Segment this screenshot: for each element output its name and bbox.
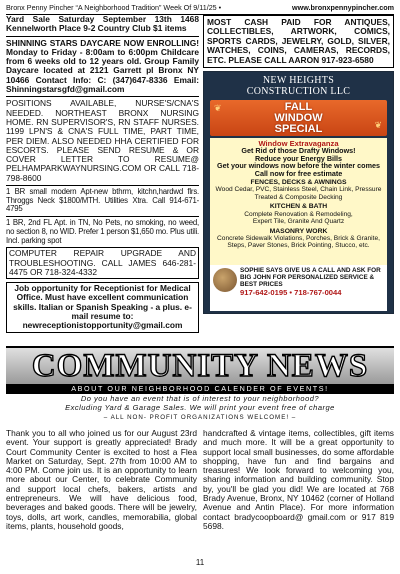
computer-repair-ad: COMPUTER REPAIR UPGRADE AND TROUBLESHOOTING. CALL JAMES 646-281-4475 OR 718-324-4332: [6, 247, 199, 279]
community-news-column-2: handcrafted & vintage items, collectibles, gift items and much more. It will be a great opportunity to support local small businesses, do some affordable shopping, have fun and find bargains and treasures! We look forward to welcoming you, sharing information and building community. Stop by, you'll be glad you did! We are located at 768 Brady Avenue, Bronx, NY 10462 (corner of Holland Avenue and Antin Place). For more information contact bradycoopboard@ gmail.com or 917 819 5698.: [203, 428, 394, 531]
community-news-body: [6, 429, 394, 531]
new-heights-construction-ad: [203, 71, 394, 314]
header-website-link[interactable]: www.bronxpennypincher.com: [292, 3, 394, 12]
event-invite-line-1: Do you have an event that is of interest to your neighborhood?: [80, 394, 320, 403]
nonprofit-note: – ALL NON- PROFIT ORGANIZATIONS WELCOME! –: [103, 413, 297, 421]
community-news-subtitle: ABOUT OUR NEIGHBORHOOD CALENDER OF EVENTS!: [6, 384, 394, 394]
leaf-icon: ❦: [214, 103, 222, 114]
fall-window-special-banner: ❦ ❦ FALL WINDOW SPECIAL: [210, 100, 387, 136]
apartment-ad-1: 1 BR small modern Apt-new bthrm, kitchn,hardwd flrs. Throggs Neck $1800/MTH. Utilities Xtra. Call 914-671-4795: [6, 187, 199, 214]
nh-website[interactable]: NewHeightsConstructionLLC.com: [245, 301, 352, 309]
community-news-title: COMMUNITY NEWS: [6, 346, 394, 384]
header-left: Bronx Penny Pincher “A Neighborhood Tradition” Week Of 9/11/25 •: [6, 3, 222, 12]
yard-sale-ad: Yard Sale Saturday September 13th 1468 Kennelworth Place 9-2 Country Club $1 items: [6, 14, 199, 34]
classifieds-left-column: [6, 15, 199, 333]
nursing-positions-ad: POSITIONS AVAILABLE, NURSE'S/CNA'S NEEDED. NORTHEAST BRONX NURSING HOME. RN SUPERVISOR'S, RN STAFF NURSES. 1199 LPN'S & CNA'S FULL TIME, PART TIME, PER DIEM. ALSO NEEDED HHA CERTIFIED FOR ESCORTS. PLEASE SEND RESUME & OR COVER LETTER TO RESUME@ PELHAMPARKWAYNURSING.COM OR CALL 718-798-8600: [6, 98, 199, 183]
nh-phone-numbers[interactable]: 917-642-0195 • 718-767-0044: [240, 287, 342, 297]
community-news-header: [6, 346, 394, 426]
leaf-icon: ❦: [374, 120, 382, 131]
cash-paid-ad: MOST CASH PAID FOR ANTIQUES, COLLECTIBLES, ARTWORK, COMICS, SPORTS CARDS, JEWELRY, GOLD, SILVER, WATCHES, COINS, CAMERAS, RECORDS, ETC. PLEASE CALL AARON 917-923-6580: [203, 15, 394, 68]
nh-contact: SOPHIE SAYS GIVE US A CALL AND ASK FOR BIG JOHN FOR PERSONALIZED SERVICE & BEST PRICES 917-642-0195 • 718-767-0044: [210, 265, 387, 311]
dog-photo: [213, 268, 237, 292]
daycare-ad: SHINNING STARS DAYCARE NOW ENROLLING! Monday to Friday - 8:00am to 6:00pm Childcare from 6 weeks old to 12 years old. Group Family Daycare located at 2121 Garrett pl Bronx NY 10466 Contact Info: C: (347)647-8336 Email: Shinningstarsgfd@gmail.com: [6, 37, 199, 95]
page-number: 11: [195, 558, 205, 567]
receptionist-job-ad: Job opportunity for Receptionist for Medical Office. Must have excellent communication skills. Italian or Spanish Speaking - a plus. e-mail resume to: newreceptionistopportunity@gmail.com: [6, 282, 199, 332]
apartment-ad-2: 1 BR, 2nd FL Apt. in TN, No Pets, no smoking, no weed, no section 8, no WID. Prefer 1 person $1,650 mo. Plus utili. Incl. parking spot: [6, 218, 199, 245]
right-column: [203, 15, 394, 314]
nh-title: NEW HEIGHTS CONSTRUCTION LLC: [246, 75, 351, 98]
event-invite-line-2: Excluding Yard & Garage Sales. We will print your event free of charge: [65, 403, 335, 413]
community-news-column-1: Thank you to all who joined us for our August 23rd event. Your support is greatly appreciated! Brady Court Community Center is excited to host a Flea Market on Saturday, Sept. 27th from 10:00 AM to 4:00 PM. Come join us. It is an opportunity to learn more about our Center, to celebrate Community and support local chefs, bakers, artists and entrepreneurs. We will have delicious food, beverages and baked goods. There will be jewelry, toys, dolls, art work, candles, memorabilia, global items, plants, household goods,: [6, 428, 197, 531]
nh-services: Window Extravaganza Get Rid of those Drafty Windows! Reduce your Energy Bills Get your windows now before the winter comes Call now for free estimate FENCES, DECKS & AWNINGS Wood Cedar, PVC, Stainless Steel, Chain Link, Pressure Treated & Composite Decking KITCHEN & BATH Complete Renovation & Remodeling, Expert Tile, Granite And Quartz MASONRY WORK Concrete Sidewalk Violations, Porches, Brick & Granite, Steps, Paver Stones, Brick Pointing, Stucco, etc.: [210, 138, 387, 284]
